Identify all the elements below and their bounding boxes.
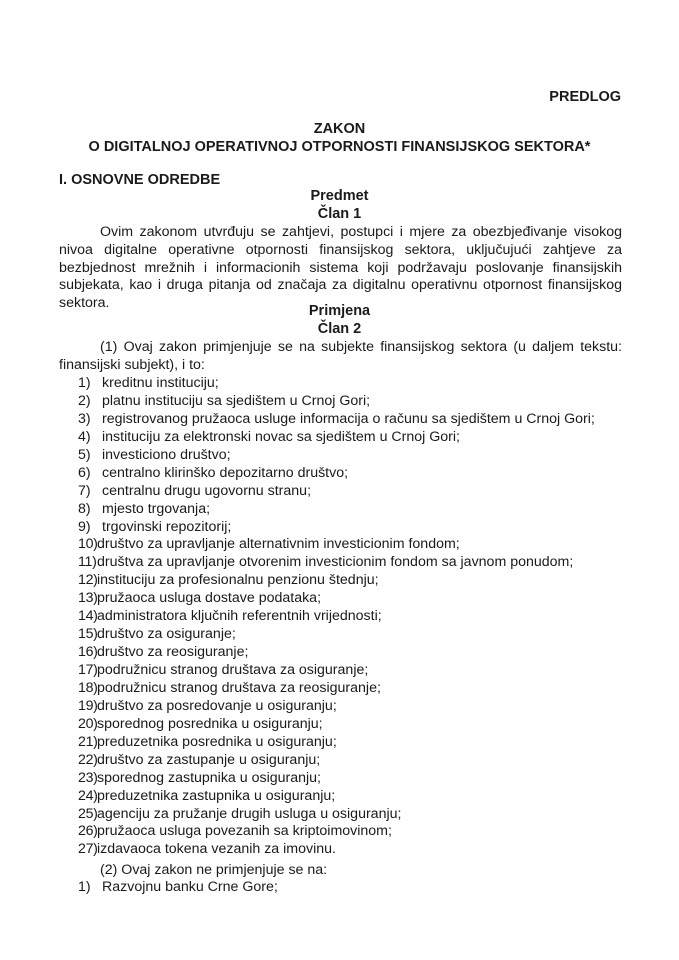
list-item-text: instituciju za profesionalnu penzionu štednju; bbox=[97, 572, 379, 589]
list-item bbox=[78, 483, 595, 501]
list-item-number: 1) bbox=[78, 375, 91, 391]
status-label: PREDLOG bbox=[549, 89, 621, 105]
list-item-number: 4) bbox=[78, 428, 91, 445]
list-item bbox=[78, 519, 595, 537]
list-item bbox=[78, 465, 595, 483]
list-item-number: 2) bbox=[78, 392, 91, 409]
list-item-number: 5) bbox=[78, 446, 91, 463]
list-item bbox=[78, 788, 595, 806]
list-item-number: 19) bbox=[78, 697, 98, 714]
list-item-number: 3) bbox=[78, 410, 91, 427]
list-item bbox=[78, 375, 595, 393]
list-item-text: registrovanog pružaoca usluge informacija o računu sa sjedištem u Crnoj Gori; bbox=[102, 410, 595, 427]
list-item-number: 7) bbox=[78, 482, 91, 499]
list-item-number: 8) bbox=[78, 500, 91, 517]
article-2-paragraph-1 bbox=[59, 339, 622, 375]
list-item-number: 12) bbox=[78, 572, 98, 589]
list-item-text: pružaoca usluga povezanih sa kriptoimovinom; bbox=[97, 823, 392, 840]
list-item-number: 22) bbox=[78, 751, 98, 768]
list-item-number: 1) bbox=[78, 879, 91, 895]
list-item bbox=[78, 411, 595, 429]
article-1-paragraph bbox=[59, 224, 622, 313]
list-item bbox=[78, 536, 595, 554]
list-item-text: sporednog zastupnika u osiguranju; bbox=[97, 769, 322, 786]
article-number: Član 1 bbox=[317, 205, 362, 222]
list-item-text: trgovinski repozitorij; bbox=[102, 518, 232, 535]
list-item-number: 21) bbox=[78, 733, 98, 750]
list-item bbox=[78, 752, 595, 770]
list-item bbox=[78, 770, 595, 788]
article-subject: Primjena bbox=[308, 303, 371, 319]
list-item bbox=[78, 590, 595, 608]
article-number: Član 2 bbox=[317, 320, 362, 337]
list-item-text: investiciono društvo; bbox=[102, 446, 231, 463]
list-item bbox=[78, 823, 595, 841]
list-item-text: društvo za reosiguranje; bbox=[97, 644, 249, 661]
list-item-number: 11) bbox=[78, 554, 97, 571]
list-item-number: 20) bbox=[78, 715, 98, 732]
list-item bbox=[78, 734, 595, 752]
list-item bbox=[78, 572, 595, 590]
list-item-number: 26) bbox=[78, 823, 98, 840]
law-title bbox=[0, 120, 679, 156]
list-item bbox=[78, 429, 595, 447]
list-item-text: centralnu drugu ugovornu stranu; bbox=[102, 482, 312, 499]
list-item-text: izdavaoca tokena vezanih za imovinu. bbox=[97, 841, 336, 858]
list-item-number: 18) bbox=[78, 679, 98, 696]
list-item bbox=[78, 501, 595, 519]
list-item bbox=[78, 716, 595, 734]
list-item bbox=[78, 680, 595, 698]
list-item-text: društvo za upravljanje alternativnim investicionim fondom; bbox=[97, 536, 460, 553]
list-item-text: društva za upravljanje otvorenim investicionim fondom sa javnom ponudom; bbox=[97, 554, 574, 571]
article-subject: Predmet bbox=[310, 188, 369, 204]
list-item bbox=[78, 554, 595, 572]
applicability-list bbox=[78, 375, 595, 859]
list-item-text: društvo za zastupanje u osiguranju; bbox=[97, 751, 321, 768]
list-item bbox=[78, 662, 595, 680]
list-item-number: 9) bbox=[78, 518, 91, 535]
list-item bbox=[78, 447, 595, 465]
list-item-number: 6) bbox=[78, 464, 91, 481]
list-item bbox=[78, 841, 595, 859]
list-item-number: 10) bbox=[78, 536, 98, 553]
list-item bbox=[78, 626, 595, 644]
list-item-number: 25) bbox=[78, 805, 98, 822]
list-item-text: podružnicu stranog društava za reosiguranje; bbox=[97, 679, 381, 696]
list-item-number: 23) bbox=[78, 769, 98, 786]
list-item-text: platnu instituciju sa sjedištem u Crnoj Gori; bbox=[102, 392, 371, 409]
list-item-number: 27) bbox=[78, 841, 98, 858]
list-item-text: agenciju za pružanje drugih usluga u osiguranju; bbox=[97, 805, 402, 822]
list-item bbox=[78, 698, 595, 716]
law-title-line1: ZAKON bbox=[313, 121, 366, 137]
section-heading: I. OSNOVNE ODREDBE bbox=[59, 172, 221, 188]
list-item-text: mjesto trgovanja; bbox=[102, 500, 211, 517]
list-item-text: društvo za osiguranje; bbox=[97, 626, 236, 643]
list-item-text: instituciju za elektronski novac sa sjedištem u Crnoj Gori; bbox=[102, 428, 460, 445]
list-item-text: društvo za posredovanje u osiguranju; bbox=[97, 697, 337, 714]
list-item bbox=[78, 806, 595, 824]
exclusion-list bbox=[78, 879, 278, 897]
article-2-paragraph-1-text: (1) Ovaj zakon primjenjuje se na subjekte finansijskog sektora (u daljem tekstu: finansijski subjekt), i to: bbox=[59, 339, 622, 373]
list-item-text: preduzetnika zastupnika u osiguranju; bbox=[97, 787, 336, 804]
list-item-text: Razvojnu banku Crne Gore; bbox=[102, 879, 278, 895]
list-item-number: 15) bbox=[78, 626, 98, 643]
law-title-line2: O DIGITALNOJ OPERATIVNOJ OTPORNOSTI FINANSIJSKOG SEKTORA* bbox=[88, 139, 591, 155]
article-1-text: Ovim zakonom utvrđuju se zahtjevi, postupci i mjere za obezbjeđivanje visokog nivoa digitalne operativne otpornosti finansijskog sektora, uključujući zahtjeve za bezbjednost mrežnih i informacionih sistema koji podržavaju poslovanje finansijskih subjekata, kao i druga pitanja od značaja za digitalnu operativnu otpornost finansijskog sektora. bbox=[59, 224, 622, 312]
list-item-number: 17) bbox=[78, 662, 98, 678]
list-item-number: 16) bbox=[78, 644, 98, 661]
list-item bbox=[78, 608, 595, 626]
list-item-text: administratora ključnih referentnih vrijednosti; bbox=[97, 608, 382, 625]
list-item-text: preduzetnika posrednika u osiguranju; bbox=[97, 733, 337, 750]
list-item-text: podružnicu stranog društava za osiguranje; bbox=[97, 662, 369, 678]
list-item-text: centralno klirinško depozitarno društvo; bbox=[102, 464, 349, 481]
article-2-heading bbox=[0, 303, 679, 338]
list-item bbox=[78, 644, 595, 662]
list-item-number: 14) bbox=[78, 608, 98, 625]
list-item bbox=[78, 879, 278, 897]
list-item-number: 24) bbox=[78, 787, 98, 804]
article-1-heading bbox=[0, 188, 679, 223]
list-item-text: kreditnu instituciju; bbox=[102, 375, 219, 391]
list-item-number: 13) bbox=[78, 590, 98, 607]
list-item-text: sporednog posrednika u osiguranju; bbox=[97, 715, 323, 732]
article-2-paragraph-2: (2) Ovaj zakon ne primjenjuje se na: bbox=[100, 862, 328, 878]
list-item-text: pružaoca usluga dostave podataka; bbox=[97, 590, 322, 607]
list-item bbox=[78, 393, 595, 411]
